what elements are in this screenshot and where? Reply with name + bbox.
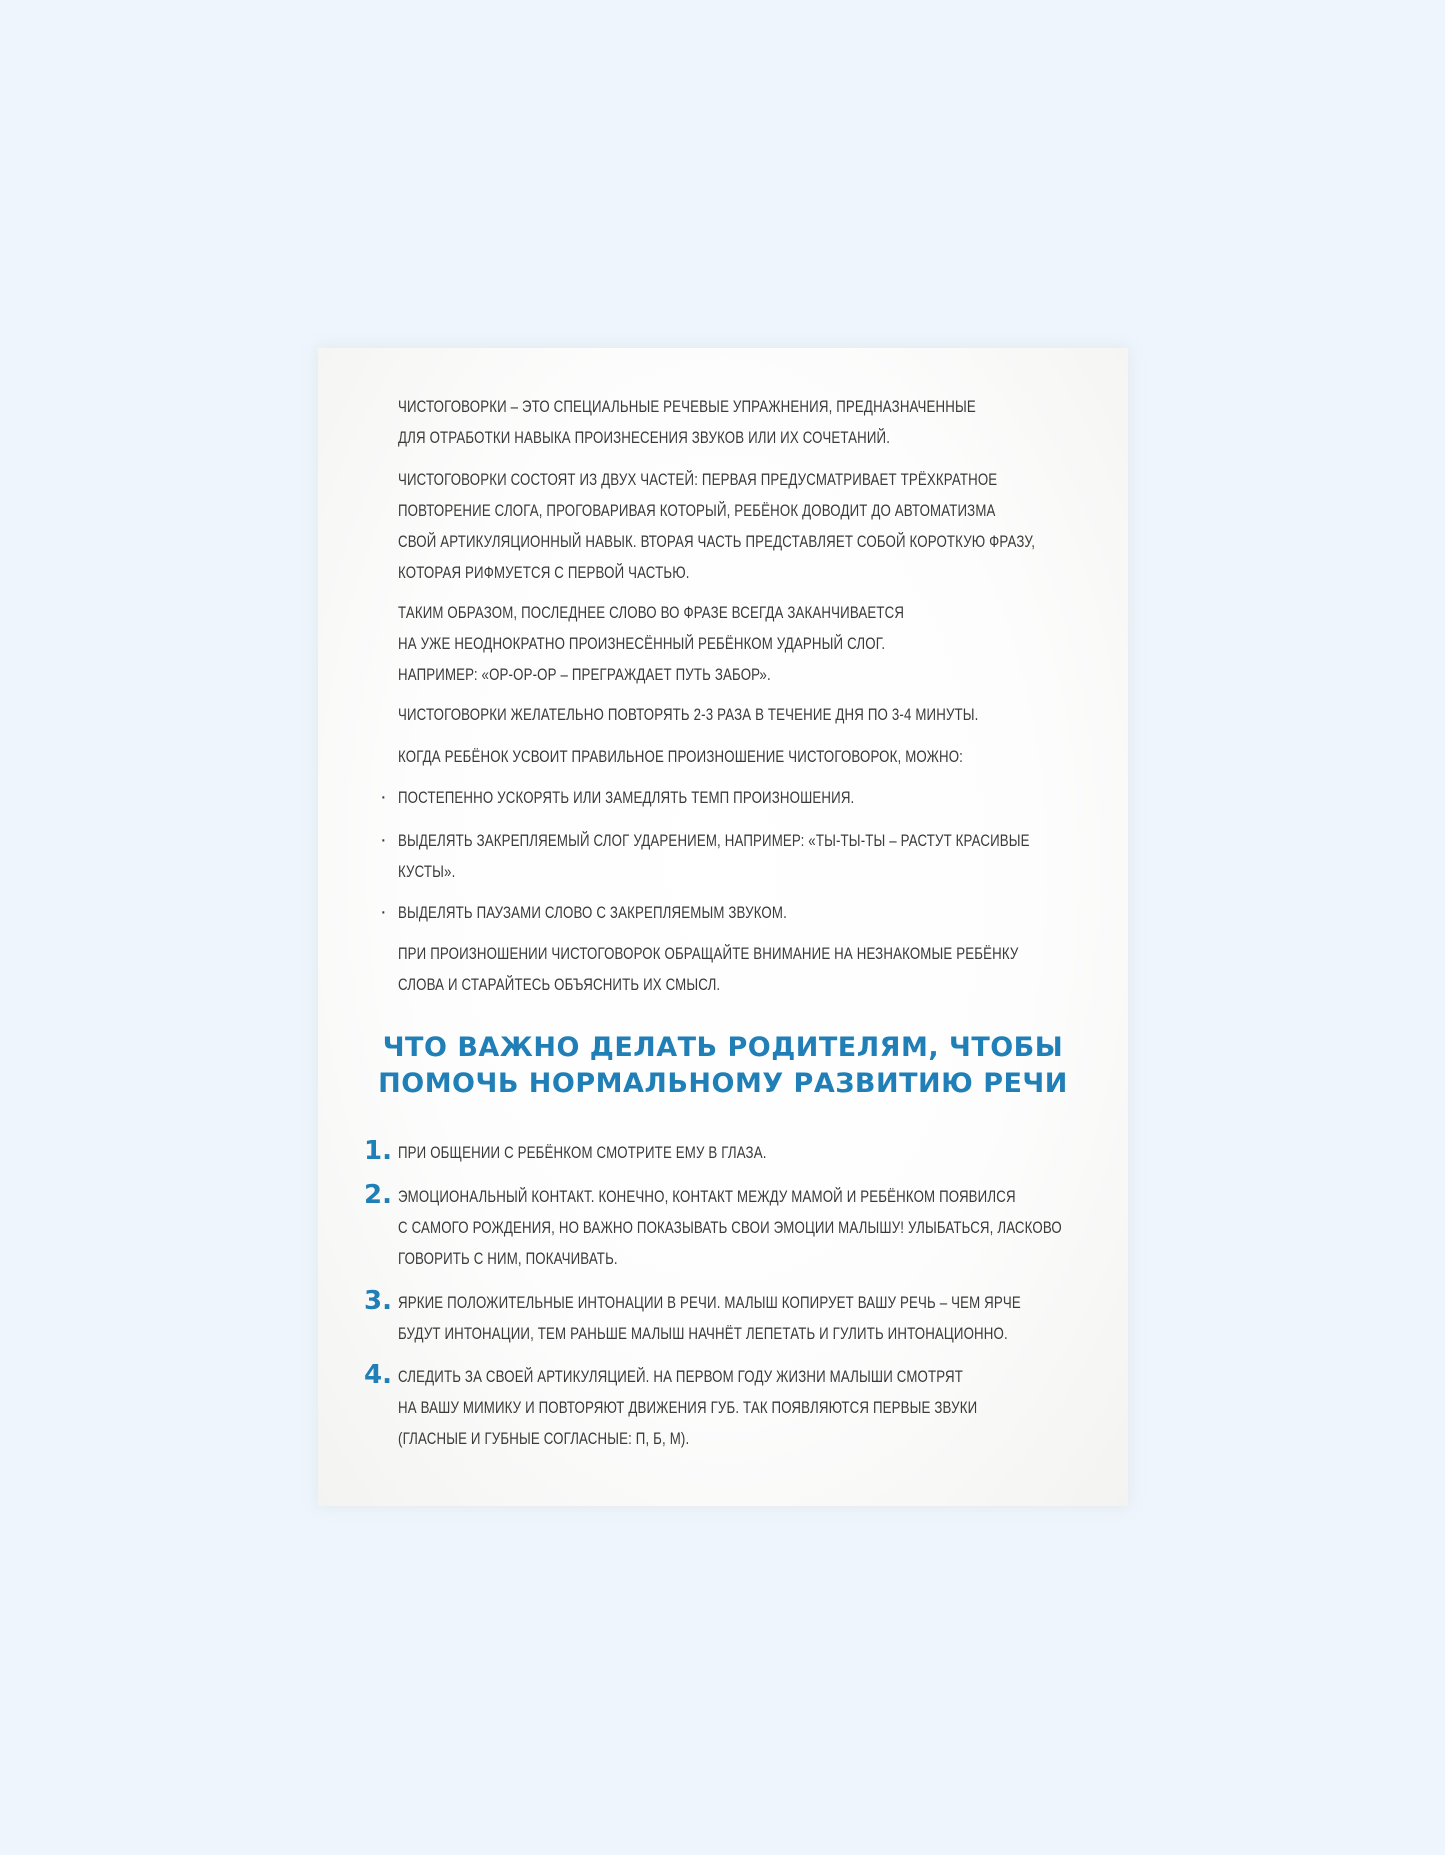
text-line: СЛОВА И СТАРАЙТЕСЬ ОБЪЯСНИТЬ ИХ СМЫСЛ. — [398, 975, 721, 994]
document-page — [318, 348, 1128, 1506]
text-line: НАПРИМЕР: «ОР-ОР-ОР – ПРЕГРАЖДАЕТ ПУТЬ ЗАБОР». — [398, 665, 771, 684]
text-line: КОТОРАЯ РИФМУЕТСЯ С ПЕРВОЙ ЧАСТЬЮ. — [398, 563, 690, 582]
tip-number: 2. — [364, 1180, 392, 1210]
text-line: ЧИСТОГОВОРКИ ЖЕЛАТЕЛЬНО ПОВТОРЯТЬ 2-3 РАЗА В ТЕЧЕНИЕ ДНЯ ПО 3-4 МИНУТЫ. — [398, 705, 979, 724]
text-line: С САМОГО РОЖДЕНИЯ, НО ВАЖНО ПОКАЗЫВАТЬ СВОИ ЭМОЦИИ МАЛЫШУ! УЛЫБАТЬСЯ, ЛАСКОВО — [398, 1218, 1062, 1237]
text-line: ЭМОЦИОНАЛЬНЫЙ КОНТАКТ. КОНЕЧНО, КОНТАКТ МЕЖДУ МАМОЙ И РЕБЁНКОМ ПОЯВИЛСЯ — [398, 1187, 1016, 1206]
text-line: СВОЙ АРТИКУЛЯЦИОННЫЙ НАВЫК. ВТОРАЯ ЧАСТЬ ПРЕДСТАВЛЯЕТ СОБОЙ КОРОТКУЮ ФРАЗУ, — [398, 532, 1036, 551]
text-line: ВЫДЕЛЯТЬ ПАУЗАМИ СЛОВО С ЗАКРЕПЛЯЕМЫМ ЗВУКОМ. — [398, 903, 787, 922]
text-line: ЯРКИЕ ПОЛОЖИТЕЛЬНЫЕ ИНТОНАЦИИ В РЕЧИ. МАЛЫШ КОПИРУЕТ ВАШУ РЕЧЬ – ЧЕМ ЯРЧЕ — [398, 1293, 1021, 1312]
bullet-item — [398, 782, 960, 813]
tip-number: 1. — [364, 1136, 392, 1166]
text-line: ТАКИМ ОБРАЗОМ, ПОСЛЕДНЕЕ СЛОВО ВО ФРАЗЕ ВСЕГДА ЗАКАНЧИВАЕТСЯ — [398, 603, 905, 622]
heading-line: ПОМОЧЬ НОРМАЛЬНОМУ РАЗВИТИЮ РЕЧИ — [378, 1068, 1068, 1099]
closing-paragraph — [398, 938, 1019, 1000]
text-line: НА ВАШУ МИМИКУ И ПОВТОРЯЮТ ДВИЖЕНИЯ ГУБ. ТАК ПОЯВЛЯЮТСЯ ПЕРВЫЕ ЗВУКИ — [398, 1398, 978, 1417]
text-line: ПРИ ПРОИЗНОШЕНИИ ЧИСТОГОВОРОК ОБРАЩАЙТЕ ВНИМАНИЕ НА НЕЗНАКОМЫЕ РЕБЁНКУ — [398, 944, 1019, 963]
text-line: БУДУТ ИНТОНАЦИИ, ТЕМ РАНЬШЕ МАЛЫШ НАЧНЁТ ЛЕПЕТАТЬ И ГУЛИТЬ ИНТОНАЦИОННО. — [398, 1324, 1008, 1343]
bullet-marker: · — [380, 786, 387, 808]
text-line: КОГДА РЕБЁНОК УСВОИТ ПРАВИЛЬНОЕ ПРОИЗНОШЕНИЕ ЧИСТОГОВОРОК, МОЖНО: — [398, 747, 964, 766]
bullet-marker: · — [380, 829, 387, 851]
lead-in-paragraph — [398, 741, 964, 772]
text-line: КУСТЫ». — [398, 862, 456, 881]
section-heading — [318, 1030, 1128, 1102]
intro-paragraph — [398, 391, 976, 453]
example-paragraph — [398, 597, 960, 690]
text-line: НА УЖЕ НЕОДНОКРАТНО ПРОИЗНЕСЁННЫЙ РЕБЁНКОМ УДАРНЫЙ СЛОГ. — [398, 634, 886, 653]
tip-number: 4. — [364, 1360, 392, 1390]
bullet-item — [398, 897, 960, 928]
text-line: ЧИСТОГОВОРКИ СОСТОЯТ ИЗ ДВУХ ЧАСТЕЙ: ПЕРВАЯ ПРЕДУСМАТРИВАЕТ ТРЁХКРАТНОЕ — [398, 470, 998, 489]
tip-item — [398, 1137, 960, 1168]
structure-paragraph — [398, 464, 1036, 588]
tip-item — [398, 1361, 978, 1454]
text-line: (ГЛАСНЫЕ И ГУБНЫЕ СОГЛАСНЫЕ: П, Б, М). — [398, 1429, 690, 1448]
tip-number: 3. — [364, 1286, 392, 1316]
tip-item — [398, 1181, 1062, 1274]
bullet-item — [398, 825, 1030, 887]
frequency-paragraph — [398, 699, 979, 730]
text-line: ПРИ ОБЩЕНИИ С РЕБЁНКОМ СМОТРИТЕ ЕМУ В ГЛАЗА. — [398, 1143, 767, 1162]
text-line: ДЛЯ ОТРАБОТКИ НАВЫКА ПРОИЗНЕСЕНИЯ ЗВУКОВ ИЛИ ИХ СОЧЕТАНИЙ. — [398, 428, 891, 447]
bullet-marker: · — [380, 901, 387, 923]
tip-item — [398, 1287, 1021, 1349]
text-line: ГОВОРИТЬ С НИМ, ПОКАЧИВАТЬ. — [398, 1249, 618, 1268]
text-line: ЧИСТОГОВОРКИ – ЭТО СПЕЦИАЛЬНЫЕ РЕЧЕВЫЕ УПРАЖНЕНИЯ, ПРЕДНАЗНАЧЕННЫЕ — [398, 397, 976, 416]
heading-line: ЧТО ВАЖНО ДЕЛАТЬ РОДИТЕЛЯМ, ЧТОБЫ — [382, 1032, 1064, 1063]
text-line: СЛЕДИТЬ ЗА СВОЕЙ АРТИКУЛЯЦИЕЙ. НА ПЕРВОМ ГОДУ ЖИЗНИ МАЛЫШИ СМОТРЯТ — [398, 1367, 963, 1386]
text-line: ПОВТОРЕНИЕ СЛОГА, ПРОГОВАРИВАЯ КОТОРЫЙ, РЕБЁНОК ДОВОДИТ ДО АВТОМАТИЗМА — [398, 501, 996, 520]
text-line: ВЫДЕЛЯТЬ ЗАКРЕПЛЯЕМЫЙ СЛОГ УДАРЕНИЕМ, НАПРИМЕР: «ТЫ-ТЫ-ТЫ – РАСТУТ КРАСИВЫЕ — [398, 831, 1030, 850]
text-line: ПОСТЕПЕННО УСКОРЯТЬ ИЛИ ЗАМЕДЛЯТЬ ТЕМП ПРОИЗНОШЕНИЯ. — [398, 788, 855, 807]
